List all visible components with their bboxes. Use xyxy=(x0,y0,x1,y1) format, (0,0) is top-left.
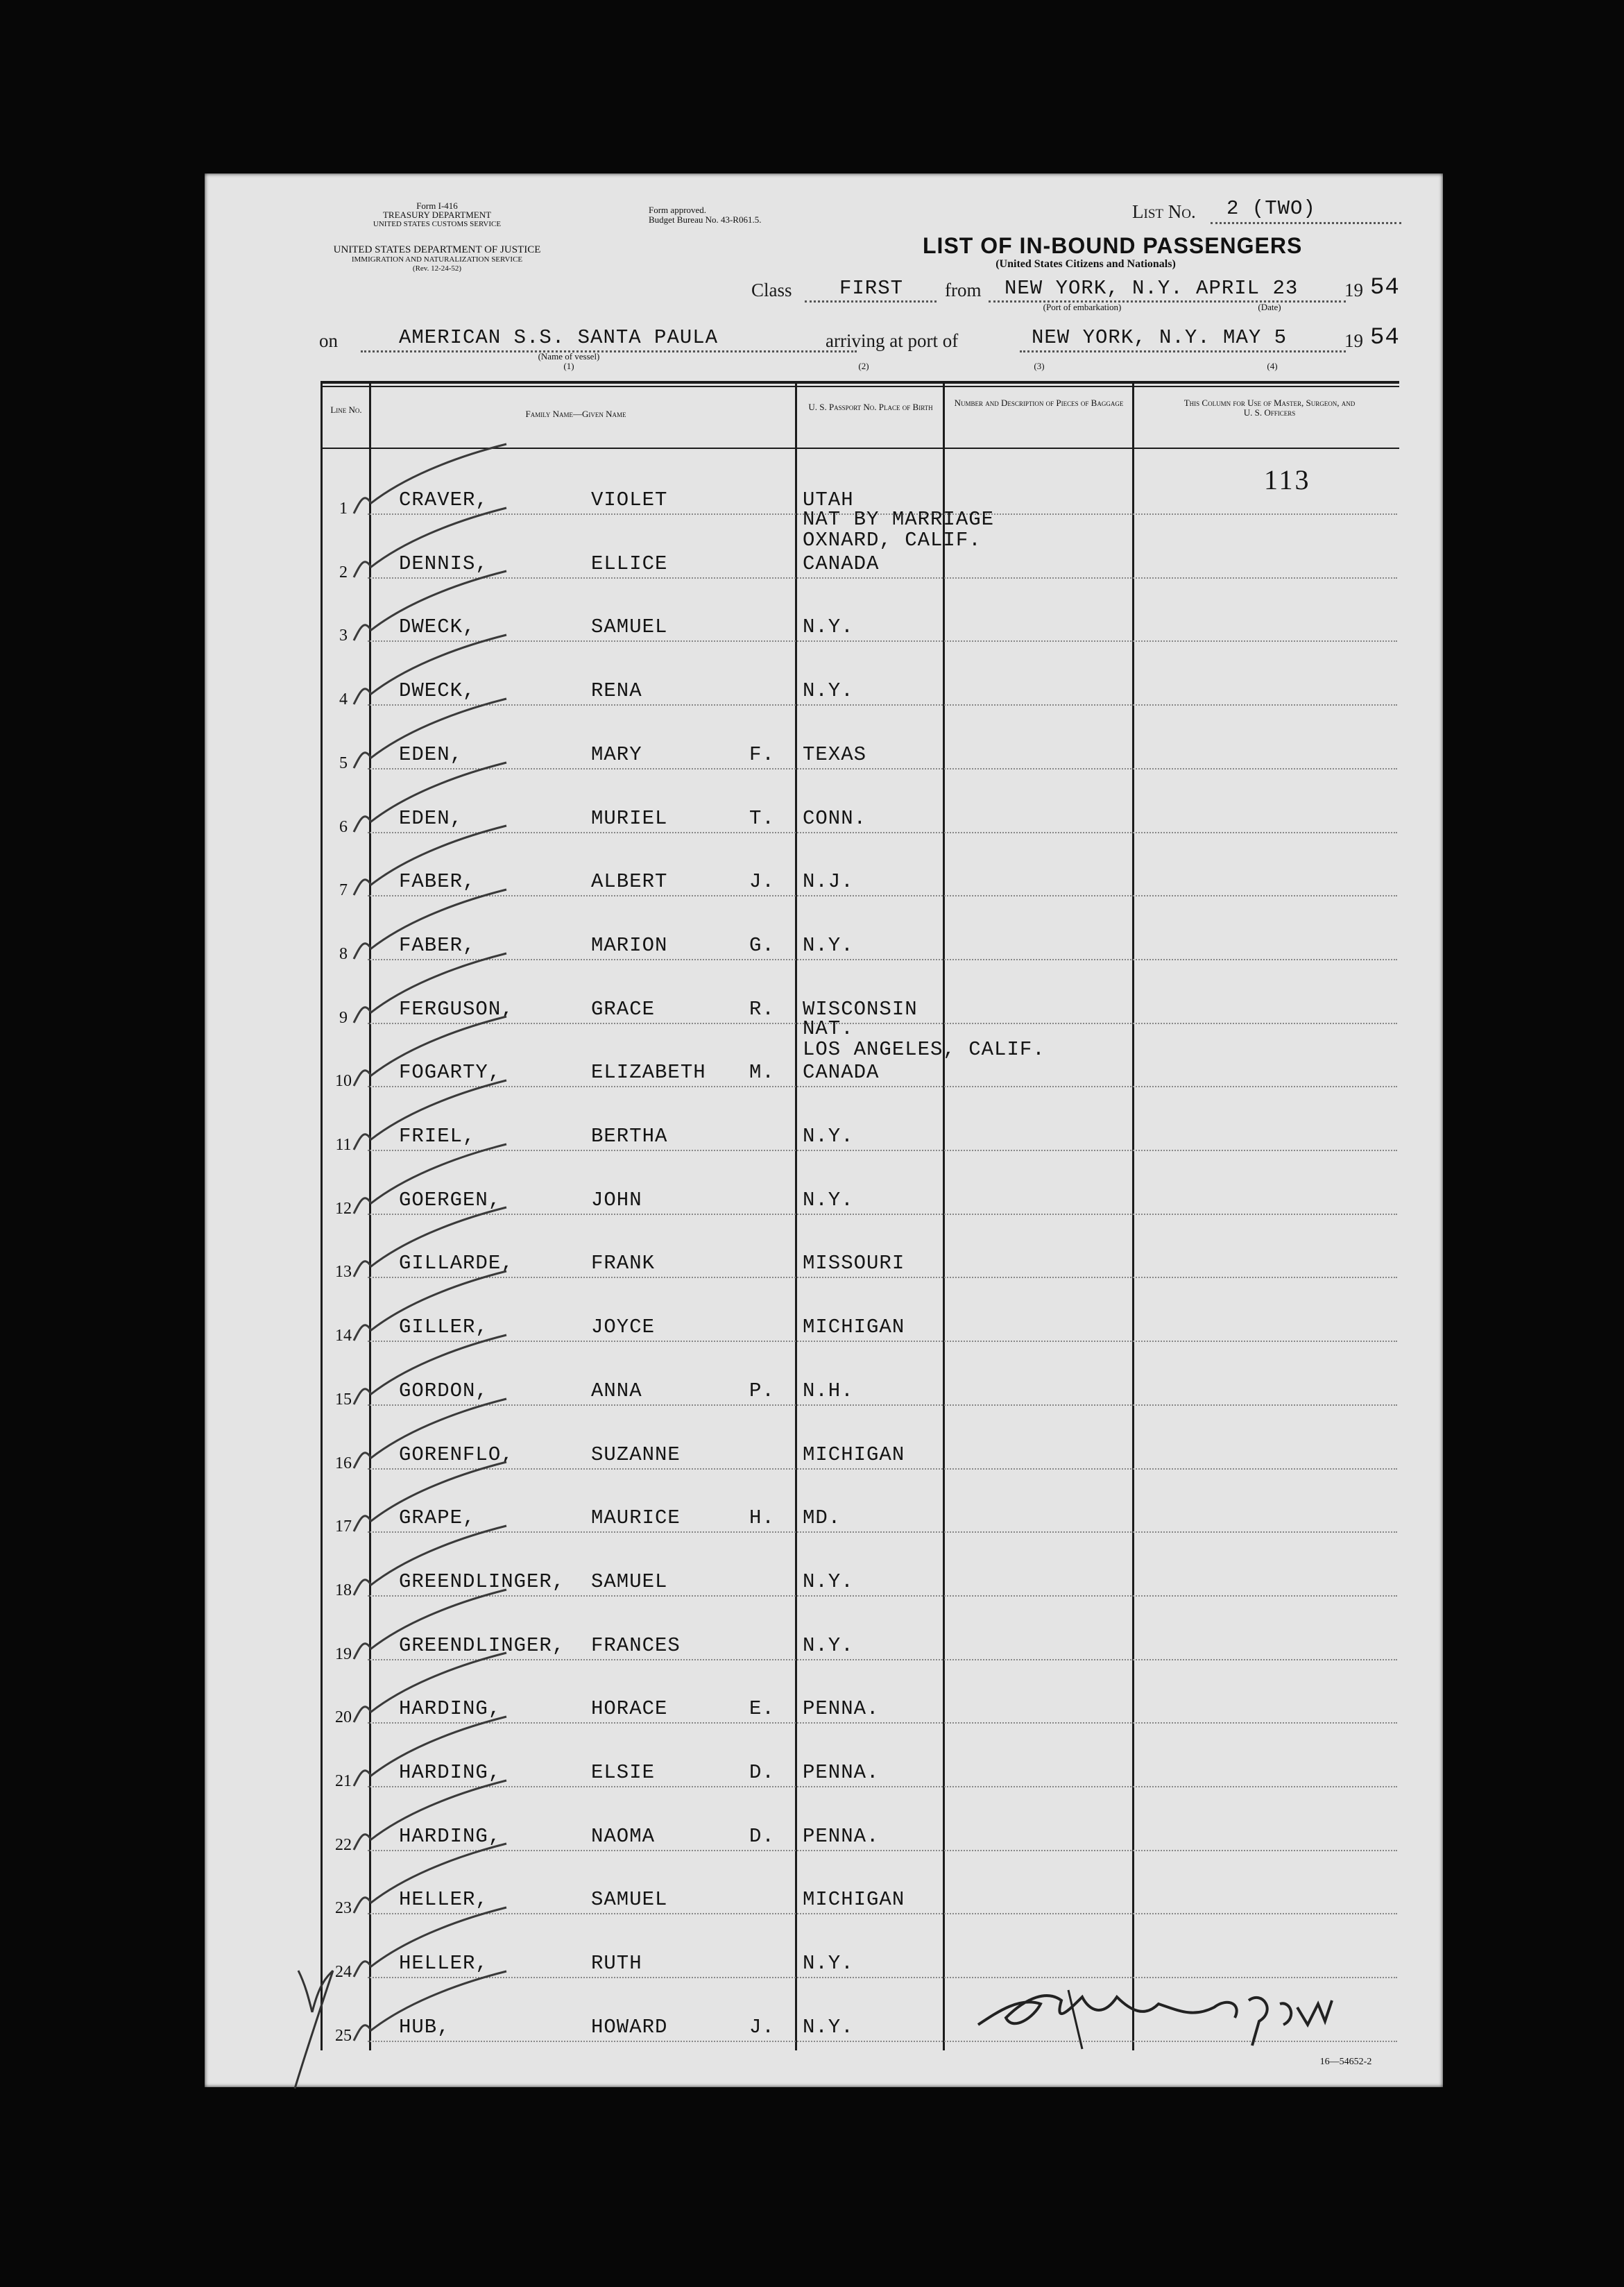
middle-initial: P. xyxy=(749,1379,775,1402)
arrival-dots xyxy=(1020,350,1346,352)
page-title: LIST OF IN-BOUND PASSENGERS xyxy=(923,233,1303,258)
line-number: 24 xyxy=(335,1963,352,1981)
col-header-passport: U. S. Passport No. Place of Birth xyxy=(808,402,933,412)
row-rule xyxy=(368,959,1397,960)
line-number: 2 xyxy=(339,563,348,581)
given-name: SAMUEL xyxy=(591,615,668,638)
given-name: SUZANNE xyxy=(591,1443,681,1466)
page-subtitle: (United States Citizens and Nationals) xyxy=(995,258,1176,270)
family-name: DENNIS, xyxy=(399,552,488,575)
arrival-value: NEW YORK, N.Y. MAY 5 xyxy=(1032,326,1288,349)
margin-pencil-mark xyxy=(291,1957,347,2095)
list-number-value: 2 (TWO) xyxy=(1226,197,1316,220)
row-rule xyxy=(368,640,1397,642)
arriving-label: arriving at port of xyxy=(826,330,959,351)
line-number: 19 xyxy=(335,1645,352,1663)
row-rule xyxy=(368,1531,1397,1533)
row-rule xyxy=(368,832,1397,833)
caption-col3: (3) xyxy=(1034,361,1045,371)
footer-code: 16—54652-2 xyxy=(1319,2057,1372,2067)
form-approved: Form approved. xyxy=(649,205,707,215)
department-justice-sub: IMMIGRATION AND NATURALIZATION SERVICE xyxy=(351,255,523,264)
class-dots xyxy=(805,300,937,303)
col-divider-name xyxy=(795,384,797,2050)
place-of-birth: N.Y. xyxy=(803,1634,854,1657)
vessel-name: AMERICAN S.S. SANTA PAULA xyxy=(399,326,719,349)
middle-initial: R. xyxy=(749,998,775,1021)
given-name: MURIEL xyxy=(591,807,668,830)
given-name: MARY xyxy=(591,743,642,766)
port-caption: (Port of embarkation) xyxy=(1043,302,1122,312)
place-of-birth-note: NAT BY MARRIAGE xyxy=(803,508,995,531)
line-number: 18 xyxy=(335,1581,352,1599)
given-name: RENA xyxy=(591,679,642,702)
department-justice: UNITED STATES DEPARTMENT OF JUSTICE xyxy=(333,244,541,255)
family-name: DWECK, xyxy=(399,615,476,638)
given-name: MAURICE xyxy=(591,1506,681,1529)
place-of-birth: N.Y. xyxy=(803,679,854,702)
row-rule xyxy=(368,1659,1397,1660)
line-number: 16 xyxy=(335,1454,352,1472)
family-name: EDEN, xyxy=(399,807,463,830)
place-of-birth: N.Y. xyxy=(803,934,854,957)
given-name: JOYCE xyxy=(591,1316,656,1338)
place-of-birth: CANADA xyxy=(803,552,880,575)
line-number: 13 xyxy=(335,1263,352,1281)
line-number: 8 xyxy=(339,945,348,963)
place-of-birth: MICHIGAN xyxy=(803,1443,905,1466)
place-of-birth: N.Y. xyxy=(803,615,854,638)
middle-initial: H. xyxy=(749,1506,775,1529)
row-rule xyxy=(368,1341,1397,1342)
place-of-birth: N.H. xyxy=(803,1379,854,1402)
year-prefix-from: 19 xyxy=(1344,280,1363,300)
given-name: FRANCES xyxy=(591,1634,681,1657)
row-rule xyxy=(368,1468,1397,1470)
caption-col2: (2) xyxy=(858,361,869,371)
line-number: 21 xyxy=(335,1772,352,1790)
middle-initial: J. xyxy=(749,870,775,893)
given-name: SAMUEL xyxy=(591,1570,668,1593)
given-name: HOWARD xyxy=(591,2016,668,2039)
family-name: FERGUSON, xyxy=(399,998,514,1021)
middle-initial: D. xyxy=(749,1761,775,1784)
budget-bureau: Budget Bureau No. 43-R061.5. xyxy=(649,214,762,225)
place-of-birth: PENNA. xyxy=(803,1825,880,1848)
family-name: GREENDLINGER, xyxy=(399,1634,565,1657)
given-name: ANNA xyxy=(591,1379,642,1402)
date-caption: (Date) xyxy=(1258,302,1281,312)
row-rule xyxy=(368,1913,1397,1914)
row-rule xyxy=(368,1023,1397,1024)
row-rule xyxy=(368,1722,1397,1724)
family-name: GREENDLINGER, xyxy=(399,1570,565,1593)
family-name: HARDING, xyxy=(399,1697,502,1720)
department-treasury-sub: UNITED STATES CUSTOMS SERVICE xyxy=(373,220,502,228)
given-name: GRACE xyxy=(591,998,656,1021)
row-rule xyxy=(368,704,1397,706)
place-of-birth: N.Y. xyxy=(803,1570,854,1593)
given-name: SAMUEL xyxy=(591,1888,668,1911)
place-of-birth: CONN. xyxy=(803,807,867,830)
family-name: GORDON, xyxy=(399,1379,488,1402)
family-name: EDEN, xyxy=(399,743,463,766)
department-treasury: TREASURY DEPARTMENT xyxy=(382,210,492,220)
place-of-birth: MICHIGAN xyxy=(803,1888,905,1911)
place-of-birth: N.Y. xyxy=(803,1952,854,1975)
family-name: FOGARTY, xyxy=(399,1061,502,1084)
row-rule xyxy=(368,1404,1397,1406)
line-number: 3 xyxy=(339,627,348,645)
row-rule xyxy=(368,1595,1397,1597)
col-header-line-no: Line No. xyxy=(330,405,362,415)
check-mark xyxy=(340,1964,520,2048)
col-divider-baggage xyxy=(1132,384,1134,2050)
family-name: GORENFLO, xyxy=(399,1443,514,1466)
family-name: GILLARDE, xyxy=(399,1252,514,1275)
given-name: ALBERT xyxy=(591,870,668,893)
line-number: 17 xyxy=(335,1517,352,1536)
list-number-dots xyxy=(1211,222,1401,224)
middle-initial: G. xyxy=(749,934,775,957)
place-of-birth: N.Y. xyxy=(803,2016,854,2039)
col-header-baggage: Number and Description of Pieces of Baggage xyxy=(954,398,1124,408)
col-header-name: Family Name—Given Name xyxy=(525,409,626,419)
given-name: BERTHA xyxy=(591,1125,668,1148)
row-rule xyxy=(368,1150,1397,1151)
place-of-birth-note: LOS ANGELES, CALIF. xyxy=(803,1038,1045,1061)
row-rule xyxy=(368,1786,1397,1787)
list-number-label: List No. xyxy=(1132,201,1196,222)
officer-signature xyxy=(971,1969,1374,2052)
line-number: 10 xyxy=(335,1072,352,1090)
line-number: 5 xyxy=(339,754,348,772)
row-rule xyxy=(368,895,1397,896)
place-of-birth: MD. xyxy=(803,1506,841,1529)
given-name: FRANK xyxy=(591,1252,656,1275)
caption-col1: (1) xyxy=(563,361,574,371)
line-number: 12 xyxy=(335,1200,352,1218)
place-of-birth: WISCONSIN xyxy=(803,998,918,1021)
middle-initial: J. xyxy=(749,2016,775,2039)
place-of-birth-note: OXNARD, CALIF. xyxy=(803,529,982,552)
place-of-birth: N.J. xyxy=(803,870,854,893)
given-name: JOHN xyxy=(591,1189,642,1211)
line-number: 15 xyxy=(335,1391,352,1409)
line-number: 23 xyxy=(335,1899,352,1917)
revision-date: (Rev. 12-24-52) xyxy=(412,264,462,273)
given-name: RUTH xyxy=(591,1952,642,1975)
family-name: GOERGEN, xyxy=(399,1189,502,1211)
line-number: 6 xyxy=(339,818,348,836)
family-name: FRIEL, xyxy=(399,1125,476,1148)
family-name: HUB, xyxy=(399,2016,450,2039)
middle-initial: M. xyxy=(749,1061,775,1084)
form-number: Form I-416 xyxy=(416,201,458,211)
middle-initial: D. xyxy=(749,1825,775,1848)
col-header-officers: This Column for Use of Master, Surgeon, and U. S. Officers xyxy=(1183,398,1356,418)
given-name: ELSIE xyxy=(591,1761,656,1784)
family-name: GILLER, xyxy=(399,1316,488,1338)
place-of-birth: N.Y. xyxy=(803,1189,854,1211)
line-number: 20 xyxy=(335,1708,352,1726)
table-left-rule xyxy=(320,384,323,2050)
row-rule xyxy=(368,577,1397,579)
year-from: 54 xyxy=(1370,275,1400,301)
family-name: HELLER, xyxy=(399,1888,488,1911)
class-value: FIRST xyxy=(839,277,904,300)
given-name: HORACE xyxy=(591,1697,668,1720)
row-rule xyxy=(368,1277,1397,1278)
row-rule xyxy=(368,768,1397,770)
line-number: 22 xyxy=(335,1836,352,1854)
given-name: MARION xyxy=(591,934,668,957)
place-of-birth: CANADA xyxy=(803,1061,880,1084)
line-number: 1 xyxy=(339,500,348,518)
line-number: 4 xyxy=(339,690,348,708)
middle-initial: E. xyxy=(749,1697,775,1720)
given-name: ELIZABETH xyxy=(591,1061,706,1084)
family-name: FABER, xyxy=(399,934,476,957)
line-number: 14 xyxy=(335,1327,352,1345)
line-number: 7 xyxy=(339,881,348,899)
line-number: 9 xyxy=(339,1009,348,1027)
from-value: NEW YORK, N.Y. APRIL 23 xyxy=(1005,277,1299,300)
row-rule xyxy=(368,1214,1397,1215)
given-name: ELLICE xyxy=(591,552,668,575)
given-name: VIOLET xyxy=(591,488,668,511)
place-of-birth: TEXAS xyxy=(803,743,867,766)
table-top-rule-2 xyxy=(320,386,1399,387)
place-of-birth: PENNA. xyxy=(803,1697,880,1720)
row-rule xyxy=(368,1850,1397,1851)
table-top-rule xyxy=(320,381,1399,384)
given-name: NAOMA xyxy=(591,1825,656,1848)
middle-initial: F. xyxy=(749,743,775,766)
year-prefix-arrival: 19 xyxy=(1344,330,1363,351)
place-of-birth: MISSOURI xyxy=(803,1252,905,1275)
place-of-birth: PENNA. xyxy=(803,1761,880,1784)
family-name: FABER, xyxy=(399,870,476,893)
family-name: CRAVER, xyxy=(399,488,488,511)
family-name: HELLER, xyxy=(399,1952,488,1975)
col-divider-passport xyxy=(943,384,945,2050)
row-rule xyxy=(368,1086,1397,1087)
on-label: on xyxy=(319,330,338,351)
family-name: HARDING, xyxy=(399,1825,502,1848)
line-number: 25 xyxy=(335,2027,352,2045)
middle-initial: T. xyxy=(749,807,775,830)
place-of-birth-note: NAT. xyxy=(803,1017,854,1040)
place-of-birth: N.Y. xyxy=(803,1125,854,1148)
family-name: HARDING, xyxy=(399,1761,502,1784)
family-name: DWECK, xyxy=(399,679,476,702)
officer-note: 113 xyxy=(1264,464,1311,495)
year-arrival: 54 xyxy=(1370,325,1400,351)
vessel-caption: (Name of vessel) xyxy=(538,351,600,362)
caption-col4: (4) xyxy=(1267,361,1278,371)
class-label: Class xyxy=(751,280,792,300)
place-of-birth: UTAH xyxy=(803,488,854,511)
line-number: 11 xyxy=(335,1136,352,1154)
place-of-birth: MICHIGAN xyxy=(803,1316,905,1338)
family-name: GRAPE, xyxy=(399,1506,476,1529)
from-label: from xyxy=(945,280,982,300)
